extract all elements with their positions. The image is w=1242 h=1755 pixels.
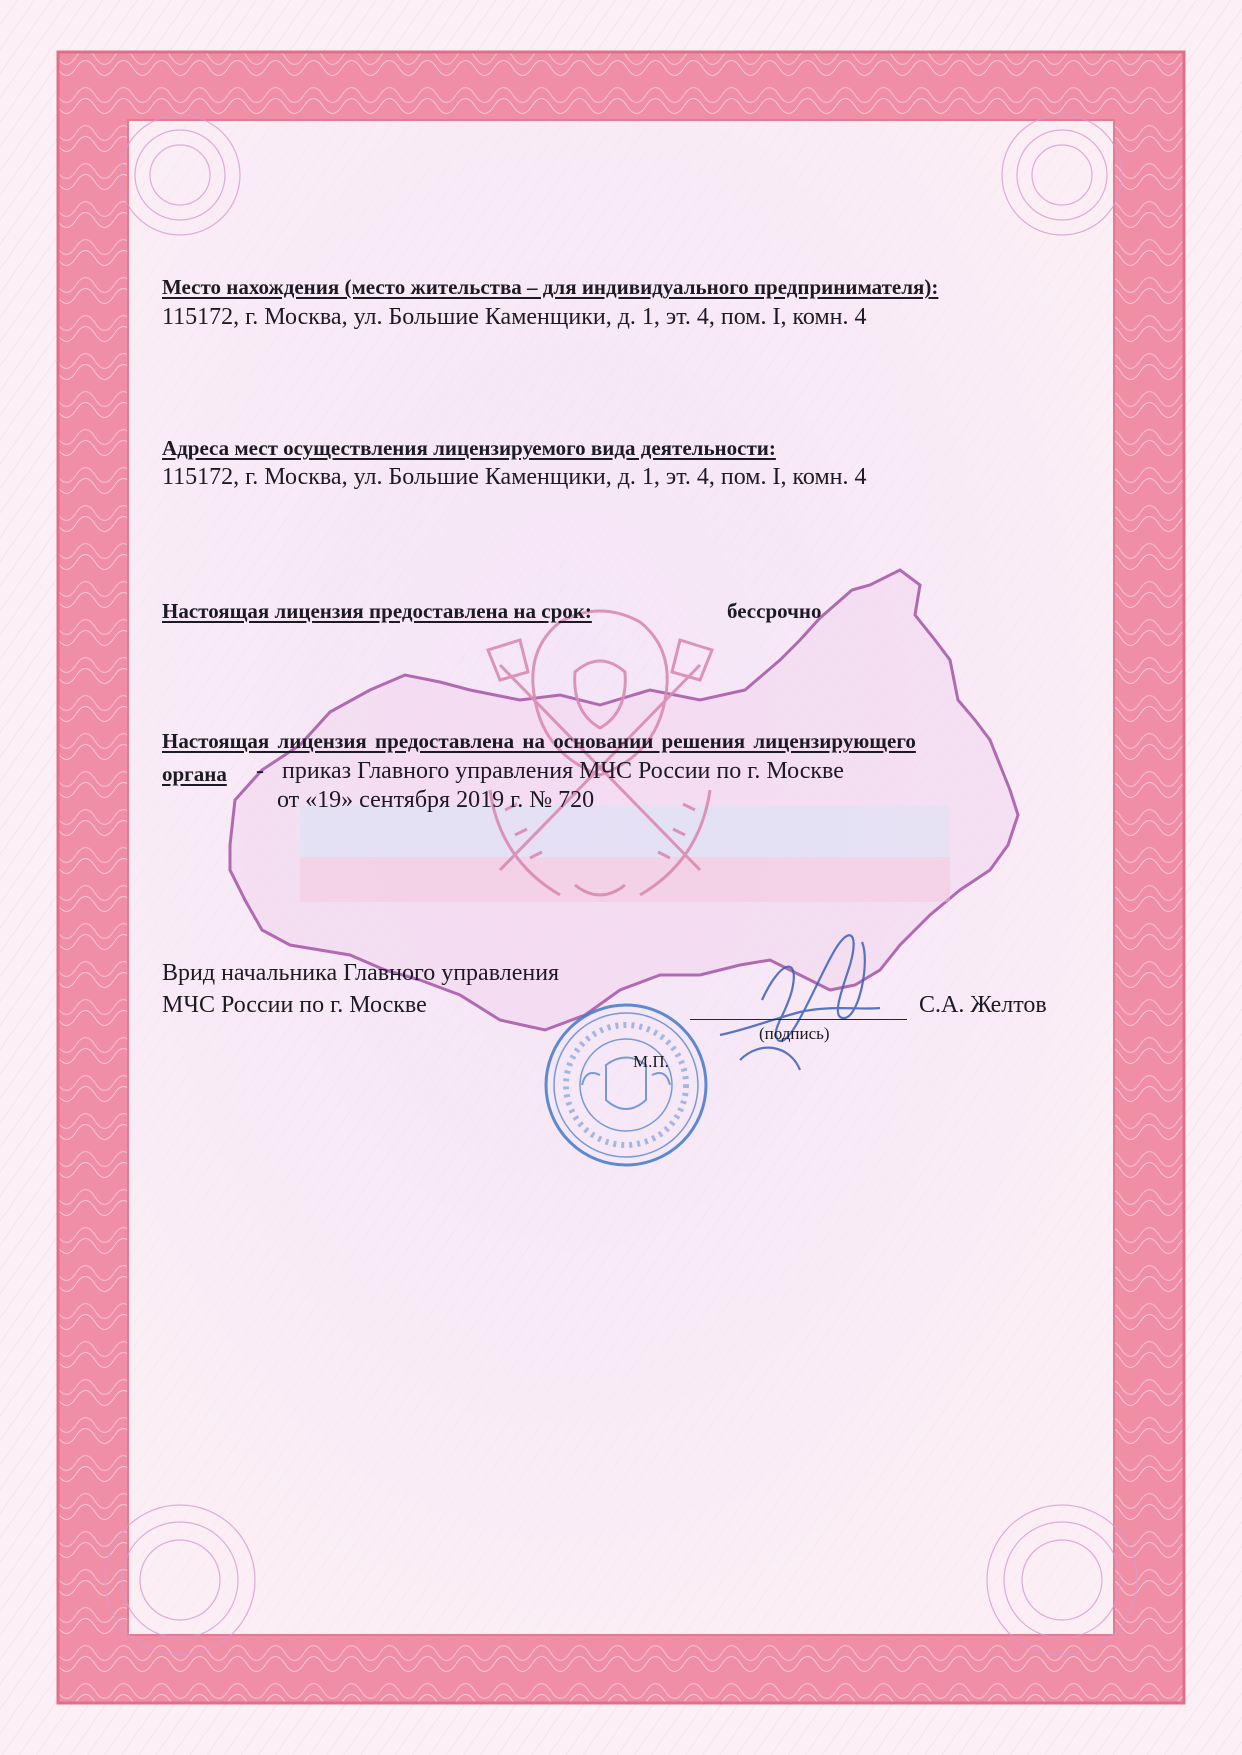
signature-line (690, 1019, 907, 1020)
seal-caption: М.П. (633, 1052, 669, 1071)
basis-order-line2: от «19» сентября 2019 г. № 720 (277, 787, 595, 813)
basis-heading-line1: Настоящая лицензия предоставлена на основании решения лицензирующего (162, 729, 916, 753)
activity-addresses-heading: Адреса мест осуществления лицензируемого вида деятельности: (162, 436, 776, 460)
basis-dash: - (256, 758, 264, 784)
signatory-name: С.А. Желтов (919, 992, 1047, 1018)
signature-caption: (подпись) (759, 1024, 830, 1043)
basis-order-line1: приказ Главного управления МЧС России по г. Москве (282, 758, 844, 784)
signatory-title-line2: МЧС России по г. Москве (162, 992, 427, 1018)
term-heading: Настоящая лицензия предоставлена на срок: (162, 599, 592, 623)
activity-addresses-value: 115172, г. Москва, ул. Большие Каменщики, д. 1, эт. 4, пом. I, комн. 4 (162, 464, 867, 490)
location-heading: Место нахождения (место жительства – для индивидуального предпринимателя): (162, 275, 939, 299)
basis-heading-line2: органа (162, 762, 227, 786)
signatory-title-line1: Врид начальника Главного управления (162, 960, 560, 986)
location-value: 115172, г. Москва, ул. Большие Каменщики, д. 1, эт. 4, пом. I, комн. 4 (162, 304, 867, 330)
term-value: бессрочно (727, 599, 822, 623)
